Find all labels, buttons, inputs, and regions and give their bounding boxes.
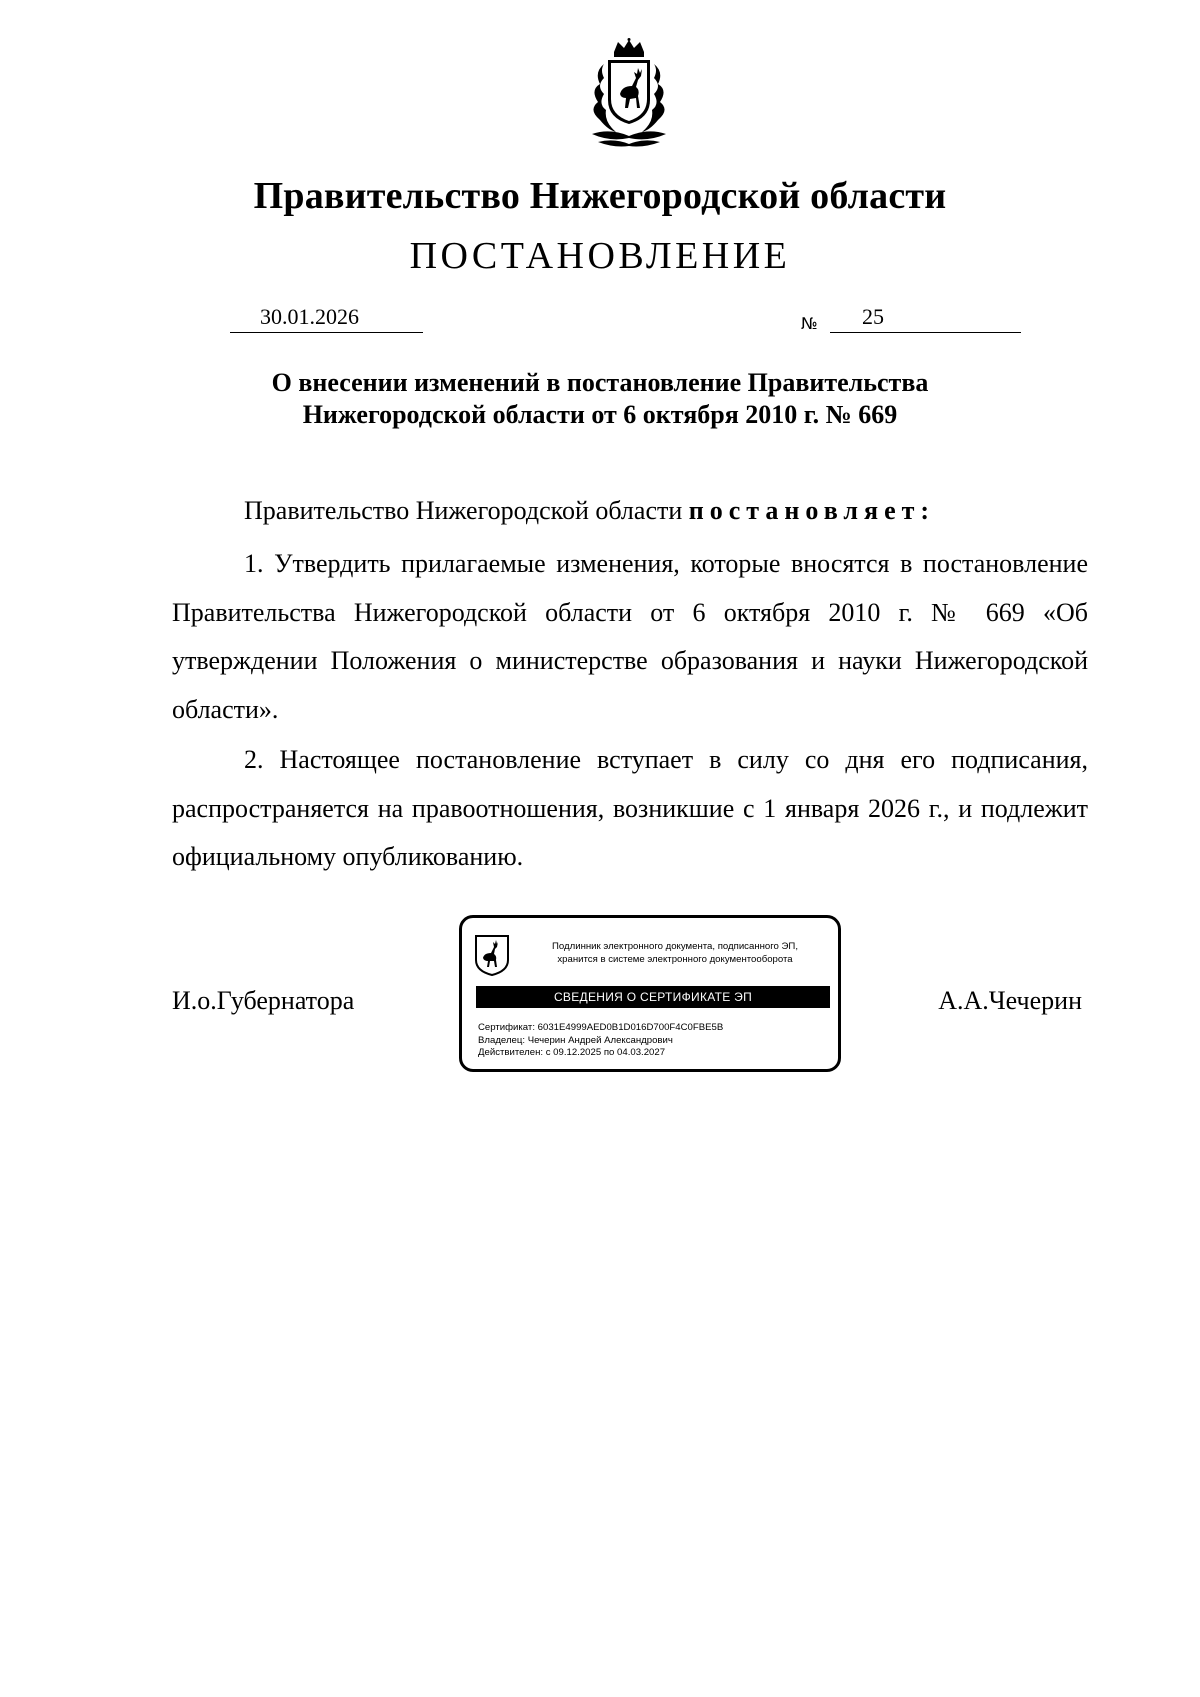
subject-line-1: О внесении изменений в постановление Правительства — [271, 368, 929, 397]
number-field — [830, 304, 1021, 333]
certificate-details — [478, 1022, 828, 1060]
stamp-note-line-1: Подлинник электронного документа, подписанного ЭП, — [552, 941, 798, 952]
paragraph-1: 1. Утвердить прилагаемые изменения, которые вносятся в постановление Правительства Нижегородской области от 6 октября 2010 г. № 669 «Об утверждении Положения о министерстве образования и науки Нижегородской области». — [172, 549, 1088, 724]
document-type: ПОСТАНОВЛЕНИЕ — [409, 235, 791, 277]
signer-name: А.А.Чечерин — [938, 986, 1082, 1015]
electronic-signature-stamp — [459, 915, 841, 1072]
certificate-header: СВЕДЕНИЯ О СЕРТИФИКАТЕ ЭП — [476, 986, 830, 1008]
resolves-word: постановляет: — [688, 496, 936, 525]
deer-shield-icon — [474, 934, 510, 976]
document-subject — [0, 367, 1200, 431]
certificate-owner: Владелец: Чечерин Андрей Александрович — [478, 1034, 673, 1046]
signer-position: И.о.Губернатора — [172, 986, 355, 1015]
coat-of-arms-emblem — [574, 38, 684, 150]
subject-line-2: Нижегородской области от 6 октября 2010 г. № 669 — [302, 400, 898, 429]
stamp-note — [520, 940, 830, 966]
document-number: 25 — [862, 304, 884, 329]
date-field — [230, 304, 423, 333]
number-label: № — [801, 314, 818, 333]
lead-paragraph — [172, 494, 1088, 528]
certificate-id: Сертификат: 6031E4999AED0B1D016D700F4C0FBE5B — [478, 1022, 724, 1033]
stamp-note-line-2: хранится в системе электронного документооборота — [557, 954, 793, 965]
certificate-validity: Действителен: с 09.12.2025 по 04.03.2027 — [478, 1047, 666, 1058]
lead-text: Правительство Нижегородской области — [244, 496, 689, 525]
paragraph-2: 2. Настоящее постановление вступает в силу со дня его подписания, распространяется на правоотношения, возникшие с 1 января 2026 г., и подлежит официальному опубликованию. — [172, 745, 1088, 871]
document-date: 30.01.2026 — [260, 304, 359, 329]
organization-title: Правительство Нижегородской области — [253, 175, 947, 217]
